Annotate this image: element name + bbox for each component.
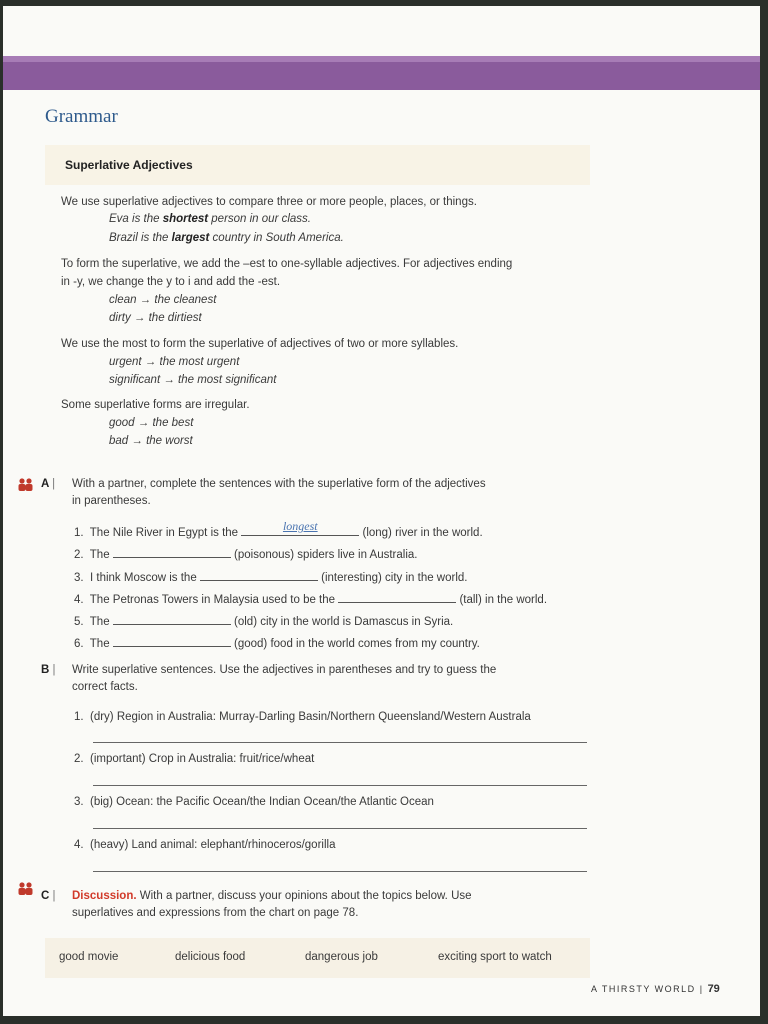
section-title: Grammar xyxy=(45,106,118,127)
exercise-b-item-2: 2. (important) Crop in Australia: fruit/rice/wheat xyxy=(74,753,315,765)
rule-3-example-1: urgent → the most urgent xyxy=(109,356,240,368)
exercise-b-item-1: 1. (dry) Region in Australia: Murray-Darling Basin/Northern Queensland/Western Australa xyxy=(74,711,531,723)
exercise-b-item-3: 3. (big) Ocean: the Pacific Ocean/the Indian Ocean/the Atlantic Ocean xyxy=(74,796,434,808)
exercise-a-label: A | xyxy=(41,478,56,490)
exercise-c-instruction-2: superlatives and expressions from the chart on page 78. xyxy=(72,907,359,919)
exercise-b-label: B | xyxy=(41,664,56,676)
answer-blank-6[interactable] xyxy=(113,635,231,647)
topic-exciting-sport: exciting sport to watch xyxy=(438,951,552,963)
exercise-a-item-1: 1. The Nile River in Egypt is the longest (long) river in the world. xyxy=(74,519,483,539)
rule-4: Some superlative forms are irregular. xyxy=(61,399,250,411)
header-band xyxy=(3,56,760,90)
exercise-b-item-4: 4. (heavy) Land animal: elephant/rhinoceros/gorilla xyxy=(74,839,336,851)
answer-line-2[interactable] xyxy=(93,785,587,786)
pair-work-icon xyxy=(17,478,35,492)
rule-1-example-2: Brazil is the largest country in South America. xyxy=(109,232,344,244)
exercise-a-item-2: 2. The (poisonous) spiders live in Australia. xyxy=(74,546,417,561)
rule-2-example-1: clean → the cleanest xyxy=(109,294,217,306)
rule-1: We use superlative adjectives to compare three or more people, places, or things. xyxy=(61,196,477,208)
answer-blank-5[interactable] xyxy=(113,613,231,625)
textbook-page xyxy=(3,6,760,1016)
answer-line-1[interactable] xyxy=(93,742,587,743)
page-number: 79 xyxy=(707,983,720,995)
grammar-box-title: Superlative Adjectives xyxy=(65,158,193,172)
answer-blank-1[interactable]: longest xyxy=(241,524,359,536)
answer-blank-2[interactable] xyxy=(113,546,231,558)
rule-4-example-2: bad → the worst xyxy=(109,435,193,447)
answer-blank-4[interactable] xyxy=(338,591,456,603)
rule-3: We use the most to form the superlative of adjectives of two or more syllables. xyxy=(61,338,459,350)
grammar-box-header xyxy=(45,145,590,185)
exercise-c-label: C | xyxy=(41,890,56,902)
exercise-b-instruction-1: Write superlative sentences. Use the adjectives in parentheses and try to guess the xyxy=(72,664,497,676)
topic-dangerous-job: dangerous job xyxy=(305,951,378,963)
answer-line-4[interactable] xyxy=(93,871,587,872)
page-footer: A THIRSTY WORLD | 79 xyxy=(591,983,720,995)
discussion-topics xyxy=(45,938,590,978)
rule-4-example-1: good → the best xyxy=(109,417,194,429)
exercise-a-item-6: 6. The (good) food in the world comes from my country. xyxy=(74,635,480,650)
exercise-a-instruction-1: With a partner, complete the sentences with the superlative form of the adjectives xyxy=(72,478,486,490)
answer-line-3[interactable] xyxy=(93,828,587,829)
pair-work-icon xyxy=(17,882,35,896)
rule-3-example-2: significant → the most significant xyxy=(109,374,277,386)
exercise-c-instruction-1: Discussion. With a partner, discuss your opinions about the topics below. Use xyxy=(72,890,472,902)
rule-2-line-1: To form the superlative, we add the –est to one-syllable adjectives. For adjectives ending xyxy=(61,258,513,270)
rule-2-line-2: in -y, we change the y to i and add the -est. xyxy=(61,276,281,288)
topic-good-movie: good movie xyxy=(59,951,119,963)
exercise-a-item-3: 3. I think Moscow is the (interesting) city in the world. xyxy=(74,569,468,584)
exercise-b-instruction-2: correct facts. xyxy=(72,681,138,693)
answer-blank-3[interactable] xyxy=(200,569,318,581)
rule-1-example-1: Eva is the shortest person in our class. xyxy=(109,213,311,225)
exercise-a-item-4: 4. The Petronas Towers in Malaysia used to be the (tall) in the world. xyxy=(74,591,547,606)
rule-2-example-2: dirty → the dirtiest xyxy=(109,312,202,324)
exercise-a-item-5: 5. The (old) city in the world is Damascus in Syria. xyxy=(74,613,453,628)
topic-delicious-food: delicious food xyxy=(175,951,246,963)
exercise-a-instruction-2: in parentheses. xyxy=(72,495,151,507)
